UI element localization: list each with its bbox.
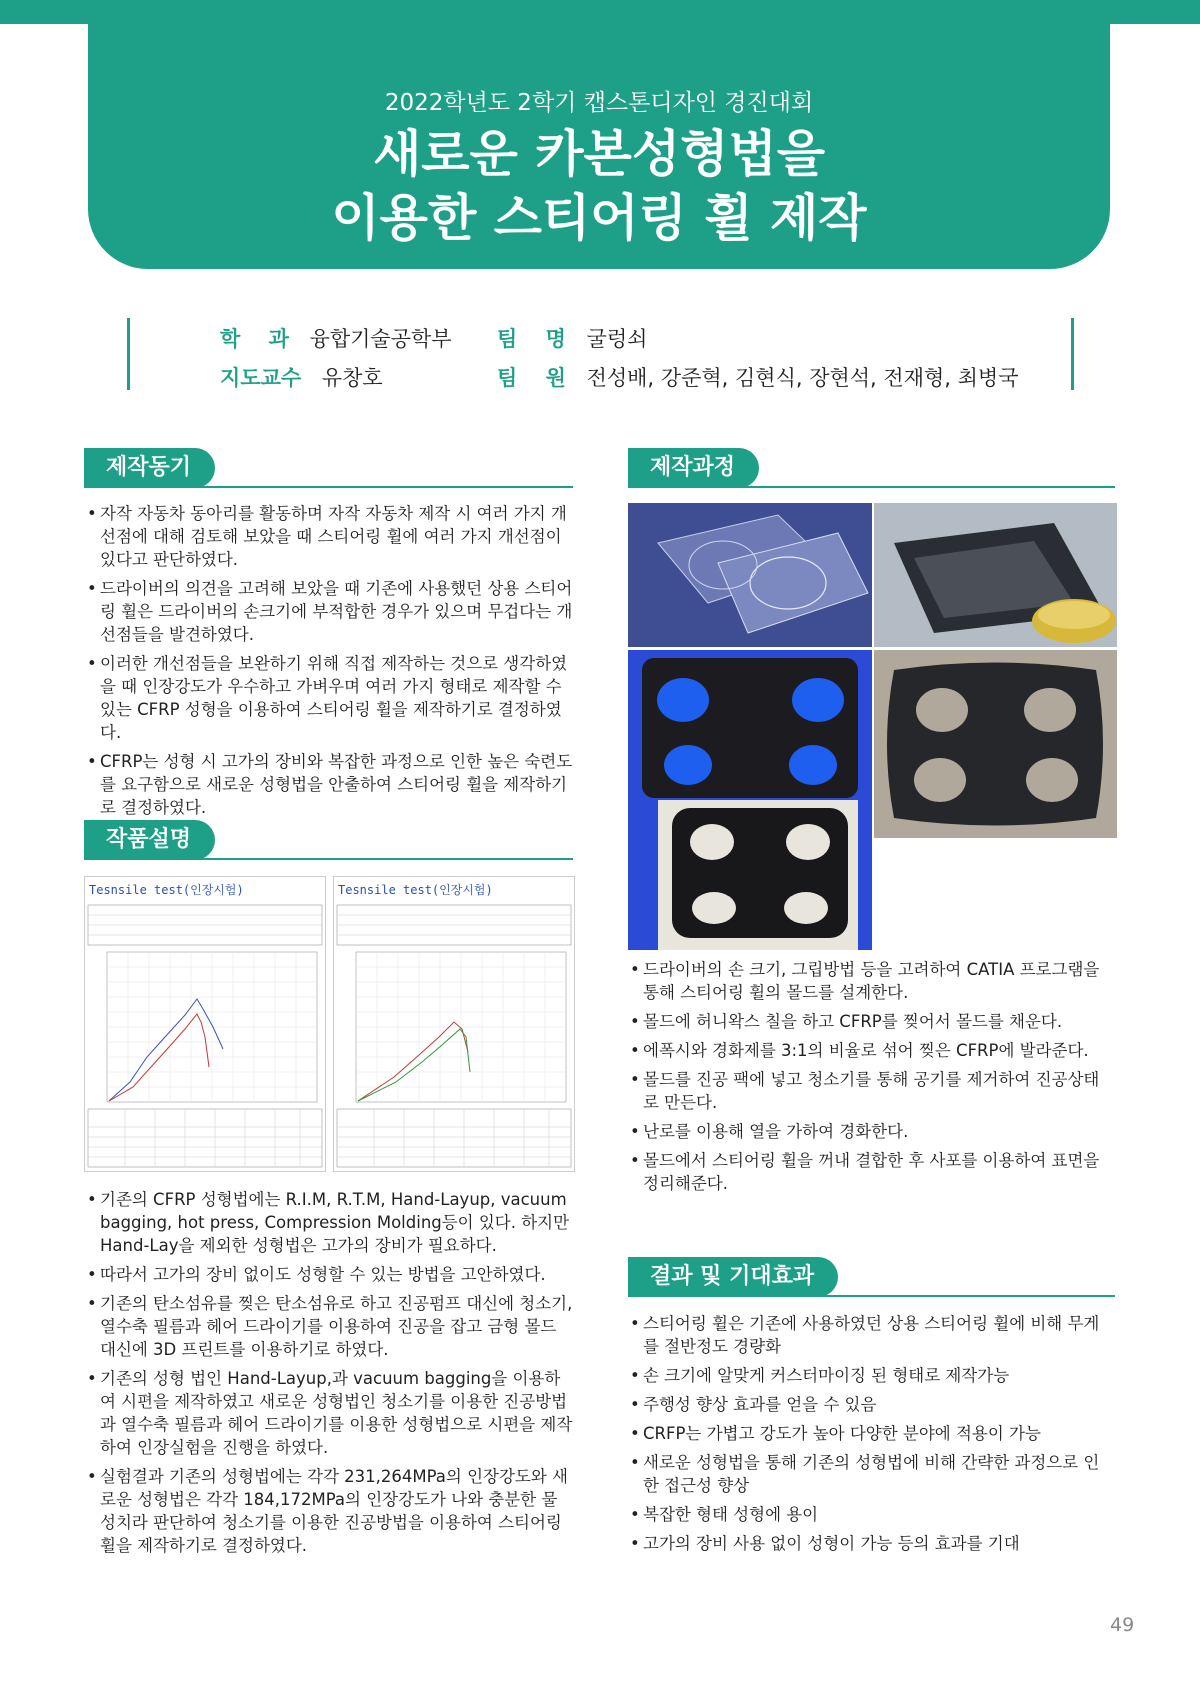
page-title	[88, 122, 1110, 250]
cad-mold-design-image	[628, 503, 872, 647]
page-number: 49	[1110, 1614, 1135, 1636]
list-item: • 복잡한 형태 성형에 용이	[630, 1503, 1115, 1526]
list-item: • 새로운 성형법을 통해 기존의 성형법에 비해 간략한 과정으로 인한 접근성 향상	[630, 1451, 1115, 1497]
section-rule-process	[628, 486, 1115, 488]
list-item: • 몰드에 허니왁스 칠을 하고 CFRP를 찢어서 몰드를 채운다.	[630, 1010, 1115, 1033]
tensile-test-chart-1	[84, 876, 326, 1172]
list-item: • 고가의 장비 사용 없이 성형이 가능 등의 효과를 기대	[630, 1532, 1115, 1555]
list-item: • 몰드를 진공 팩에 넣고 청소기를 통해 공기를 제거하여 진공상태로 만든다.	[630, 1068, 1115, 1114]
list-item: • 드라이버의 손 크기, 그립방법 등을 고려하여 CATIA 프로그램을 통해 스티어링 휠의 몰드를 설계한다.	[630, 958, 1115, 1004]
mold-halves-photo	[628, 650, 872, 950]
section-heading-description: 작품설명	[84, 820, 215, 860]
list-item: • CFRP는 성형 시 고가의 장비와 복잡한 과정으로 인한 높은 숙련도를 요구함으로 새로운 성형법을 안출하여 스티어링 휠을 제작하기로 결정하였다.	[87, 750, 573, 819]
contest-title: 2022학년도 2학기 캡스톤디자인 경진대회	[384, 90, 814, 116]
top-accent-bar	[0, 0, 1200, 24]
list-item: • 기존의 탄소섬유를 찢은 탄소섬유로 하고 진공펌프 대신에 청소기, 열수축 필름과 헤어 드라이기를 이용하여 진공을 잡고 금형 몰드 대신에 3D 프린트를 이용하기로 하였다.	[87, 1292, 573, 1361]
list-item: • 몰드에서 스티어링 휠을 꺼내 결합한 후 사포를 이용하여 표면을 정리해준다.	[630, 1149, 1115, 1195]
members-row	[497, 365, 1018, 391]
list-item: • 주행성 향상 효과를 얻을 수 있음	[630, 1393, 1115, 1416]
finished-steering-wheel-photo	[874, 650, 1117, 838]
list-item: • 이러한 개선점들을 보완하기 위해 직접 제작하는 것으로 생각하였을 때 인장강도가 우수하고 가벼우며 여러 가지 형태로 제작할 수 있는 CFRP 성형을 이용하여 스티어링 휠을 제작하기로 결정하였다.	[87, 652, 573, 744]
process-list	[630, 958, 1115, 1201]
mold-filling-graphic	[874, 503, 1117, 647]
list-item: • 드라이버의 의견을 고려해 보았을 때 기존에 사용했던 상용 스티어링 휠은 드라이버의 손크기에 부적합한 경우가 있으며 무겁다는 개선점들을 발견하였다.	[87, 577, 573, 646]
list-item: • 기존의 CFRP 성형법에는 R.I.M, R.T.M, Hand-Layup, vacuum bagging, hot press, Compression Molding등이 있다. 하지만 Hand-Lay을 제외한 성형법은 고가의 장비가 필요하다.	[87, 1188, 573, 1257]
info-right-rule	[1071, 318, 1074, 390]
section-heading-process: 제작과정	[628, 448, 759, 488]
mold-filling-photo	[874, 503, 1117, 647]
list-item: • CRFP는 가볍고 강도가 높아 다양한 분야에 적용이 가능	[630, 1422, 1115, 1445]
finished-wheel-graphic	[874, 650, 1117, 838]
results-list	[630, 1312, 1115, 1561]
mold-halves-graphic	[628, 650, 872, 950]
list-item: • 기존의 성형 법인 Hand-Layup,과 vacuum bagging을 이용하여 시편을 제작하였고 새로운 성형법인 청소기를 이용한 진공방법과 열수축 필름과 헤어 드라이기를 이용한 성형법으로 시편을 제작하여 인장실험을 진행을 하였다.	[87, 1367, 573, 1459]
list-item: • 스티어링 휠은 기존에 사용하였던 상용 스티어링 휠에 비해 무게를 절반정도 경량화	[630, 1312, 1115, 1358]
members-label: 팀 원	[497, 366, 566, 390]
dept-row	[220, 326, 452, 352]
dept-label: 학 과	[220, 327, 289, 351]
list-item: • 손 크기에 알맞게 커스터마이징 된 형태로 제작가능	[630, 1364, 1115, 1387]
list-item: • 따라서 고가의 장비 없이도 성형할 수 있는 방법을 고안하였다.	[87, 1263, 573, 1286]
section-rule-results	[628, 1295, 1115, 1297]
section-heading-motivation: 제작동기	[84, 448, 215, 488]
advisor-label: 지도교수	[220, 366, 302, 390]
description-list	[87, 1188, 573, 1563]
team-name-value: 굴렁쇠	[586, 327, 648, 351]
section-rule-motivation	[84, 486, 573, 488]
list-item: • 에폭시와 경화제를 3:1의 비율로 섞어 찢은 CFRP에 발라준다.	[630, 1039, 1115, 1062]
team-name-label: 팀 명	[497, 327, 566, 351]
list-item: • 자작 자동차 동아리를 활동하며 자작 자동차 제작 시 여러 가지 개선점에 대해 검토해 보았을 때 스티어링 휠에 여러 가지 개선점이 있다고 판단하였다.	[87, 502, 573, 571]
cad-mold-graphic	[628, 503, 872, 647]
advisor-row	[220, 365, 383, 391]
section-heading-results: 결과 및 기대효과	[628, 1257, 838, 1297]
title-line-1: 새로운 카본성형법을	[372, 125, 826, 183]
section-rule-description	[84, 858, 573, 860]
tensile-chart-graphic	[85, 877, 325, 1171]
header-banner	[88, 24, 1110, 269]
team-name-row	[497, 326, 647, 352]
dept-value: 융합기술공학부	[309, 327, 452, 351]
motivation-list	[87, 502, 573, 825]
list-item: • 실험결과 기존의 성형법에는 각각 231,264MPa의 인장강도와 새로운 성형법은 각각 184,172MPa의 인장강도가 나와 충분한 물성치라 판단하여 청소기를 이용한 진공방법을 이용하여 스티어링 휠을 제작하기로 결정하였다.	[87, 1465, 573, 1557]
title-line-2: 이용한 스티어링 휠 제작	[331, 189, 867, 247]
tensile-test-chart-2	[333, 876, 575, 1172]
members-value: 전성배, 강준혁, 김현식, 장현석, 전재형, 최병국	[586, 366, 1019, 390]
chart-title: Tesnsile test(인장시험)	[338, 883, 493, 897]
tensile-chart-graphic	[334, 877, 574, 1171]
advisor-value: 유창호	[321, 366, 383, 390]
list-item: • 난로를 이용해 열을 가하여 경화한다.	[630, 1120, 1115, 1143]
chart-title: Tesnsile test(인장시험)	[89, 883, 244, 897]
info-left-rule	[127, 318, 130, 390]
